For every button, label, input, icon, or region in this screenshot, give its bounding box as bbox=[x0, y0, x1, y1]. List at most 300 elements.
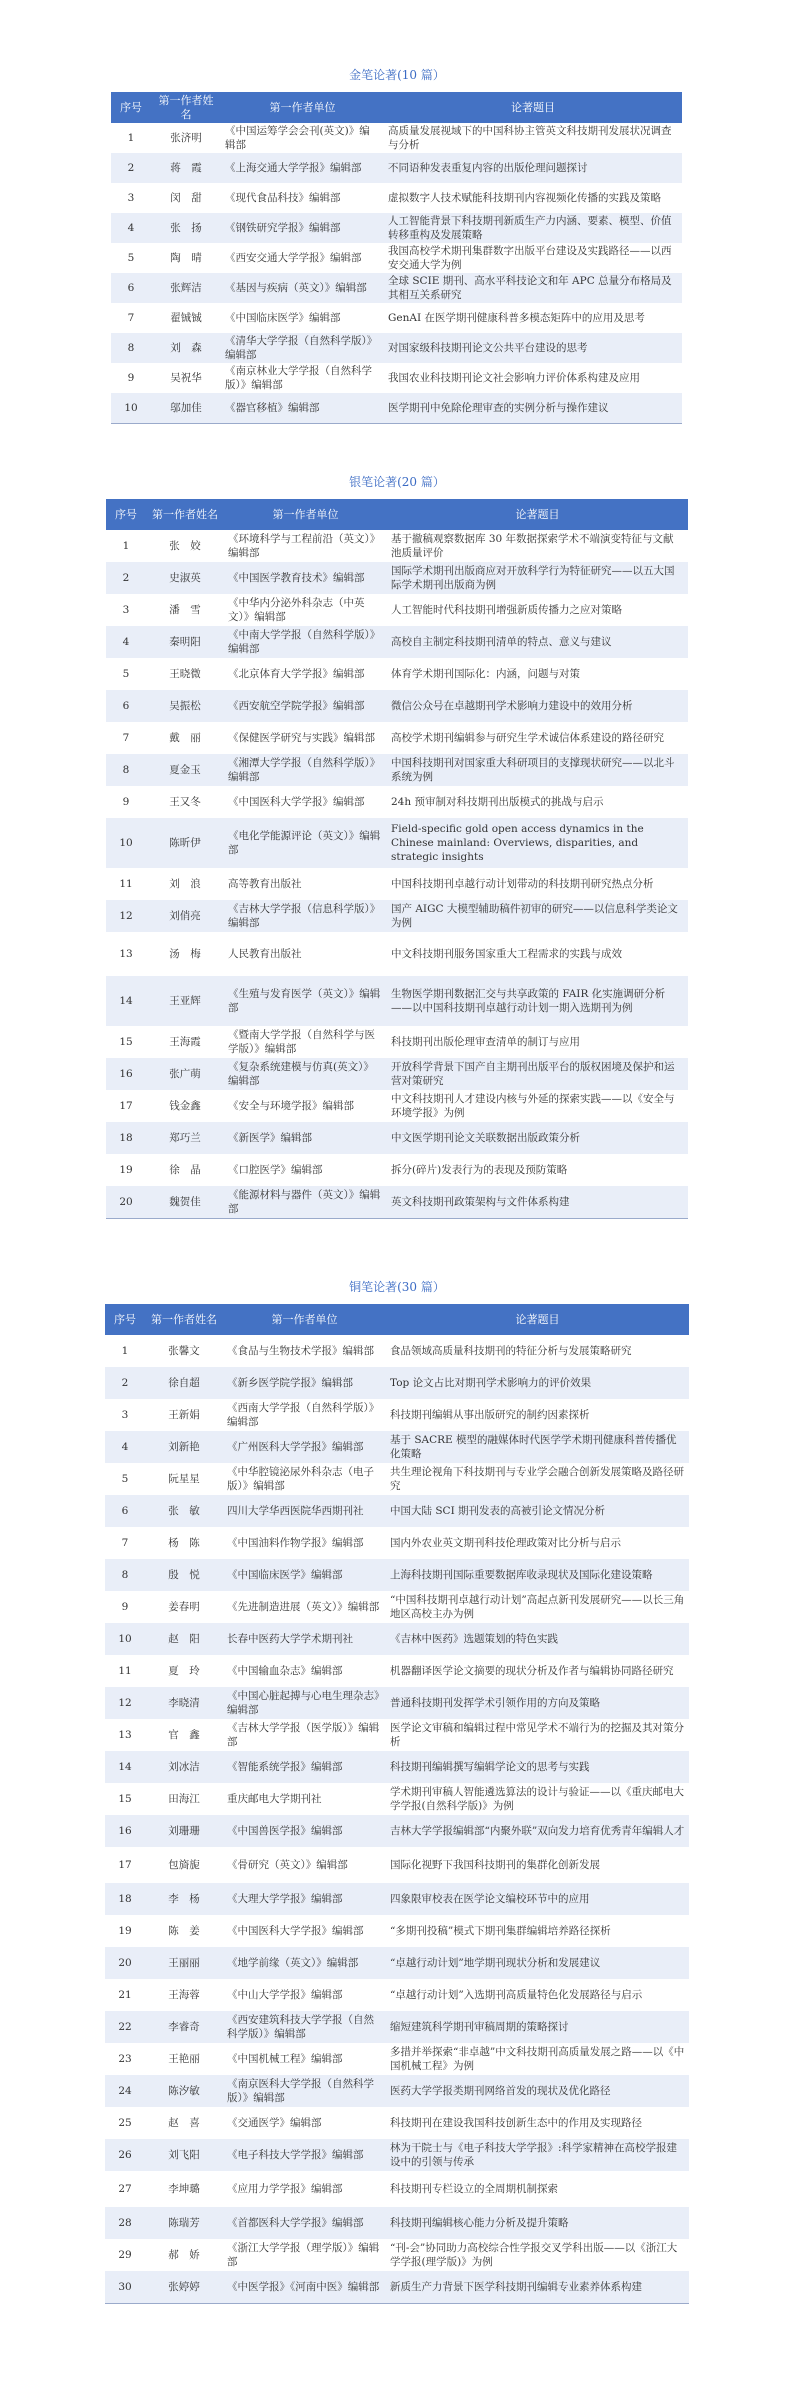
row-index: 5 bbox=[111, 243, 151, 273]
paper-title: 对国家级科技期刊论文公共平台建设的思考 bbox=[384, 333, 682, 363]
table-row bbox=[105, 2075, 689, 2107]
paper-title: 开放科学背景下国产自主期刊出版平台的版权困境及保护和运营对策研究 bbox=[387, 1058, 688, 1090]
paper-title: 多措并举探索“非卓越”中文科技期刊高质量发展之路——以《中国机械工程》为例 bbox=[386, 2043, 689, 2075]
author-name: 蒋 霞 bbox=[151, 153, 221, 183]
section-gold bbox=[0, 66, 794, 424]
author-name: 史淑英 bbox=[146, 562, 224, 594]
author-unit: 《浙江大学学报（理学版）》编辑部 bbox=[223, 2239, 386, 2271]
paper-title: 基于 SACRE 模型的融媒体时代医学学术期刊健康科普传播优化策略 bbox=[386, 1431, 689, 1463]
author-name: 王新娟 bbox=[145, 1399, 223, 1431]
author-unit: 《电子科技大学学报》编辑部 bbox=[223, 2139, 386, 2171]
author-name: 刘珊珊 bbox=[145, 1815, 223, 1847]
row-index: 8 bbox=[106, 754, 146, 786]
author-name: 徐自超 bbox=[145, 1367, 223, 1399]
author-unit: 《中国运筹学会会刊(英文)》编辑部 bbox=[221, 123, 384, 153]
author-name: 李睿奇 bbox=[145, 2011, 223, 2043]
row-index: 22 bbox=[105, 2011, 145, 2043]
table-row bbox=[105, 2239, 689, 2271]
paper-title: 24h 预审制对科技期刊出版模式的挑战与启示 bbox=[387, 786, 688, 818]
table-row bbox=[106, 722, 688, 754]
row-index: 16 bbox=[106, 1058, 146, 1090]
gold-papers-table bbox=[111, 92, 682, 424]
author-unit: 《器官移植》编辑部 bbox=[221, 393, 384, 423]
author-name: 王又冬 bbox=[146, 786, 224, 818]
paper-title: 医学论文审稿和编辑过程中常见学术不端行为的挖掘及其对策分析 bbox=[386, 1719, 689, 1751]
author-unit: 《南京林业大学学报（自然科学版）》编辑部 bbox=[221, 363, 384, 393]
author-name: 张 姣 bbox=[146, 530, 224, 562]
table-row bbox=[105, 1559, 689, 1591]
row-index: 11 bbox=[106, 868, 146, 900]
row-index: 2 bbox=[105, 1367, 145, 1399]
paper-title: 林为干院士与《电子科技大学学报》:科学家精神在高校学报建设中的引领与传承 bbox=[386, 2139, 689, 2171]
paper-title: “多期刊投稿”模式下期刊集群编辑培养路径探析 bbox=[386, 1915, 689, 1947]
author-name: 李 杨 bbox=[145, 1883, 223, 1915]
paper-title: 科技期刊在建设我国科技创新生态中的作用及实现路径 bbox=[386, 2107, 689, 2139]
row-index: 2 bbox=[106, 562, 146, 594]
author-name: 陈汐敏 bbox=[145, 2075, 223, 2107]
paper-title: 中文科技期刊人才建设内核与外延的探索实践——以《安全与环境学报》为例 bbox=[387, 1090, 688, 1122]
row-index: 9 bbox=[106, 786, 146, 818]
section-title: 金笔论著(10 篇） bbox=[349, 68, 445, 82]
row-index: 7 bbox=[111, 303, 151, 333]
paper-title: 医药大学学报类期刊网络首发的现状及优化路径 bbox=[386, 2075, 689, 2107]
author-unit: 《北京体育大学学报》编辑部 bbox=[224, 658, 387, 690]
author-unit: 《首都医科大学学报》编辑部 bbox=[223, 2207, 386, 2239]
paper-title: 高校学术期刊编辑参与研究生学术诚信体系建设的路径研究 bbox=[387, 722, 688, 754]
row-index: 15 bbox=[105, 1783, 145, 1815]
table-row bbox=[106, 754, 688, 786]
table-row bbox=[106, 1122, 688, 1154]
table-header-row bbox=[105, 1304, 689, 1335]
author-unit: 《清华大学学报（自然科学版）》编辑部 bbox=[221, 333, 384, 363]
author-name: 刘飞阳 bbox=[145, 2139, 223, 2171]
table-row bbox=[106, 1186, 688, 1218]
author-name: 赵 阳 bbox=[145, 1623, 223, 1655]
table-row bbox=[106, 626, 688, 658]
row-index: 23 bbox=[105, 2043, 145, 2075]
row-index: 12 bbox=[105, 1687, 145, 1719]
table-row bbox=[111, 243, 682, 273]
paper-title: GenAI 在医学期刊健康科普多模态矩阵中的应用及思考 bbox=[384, 303, 682, 333]
row-index: 3 bbox=[105, 1399, 145, 1431]
paper-title: 食品领域高质量科技期刊的特征分析与发展策略研究 bbox=[386, 1335, 689, 1367]
paper-title: 中国科技期刊对国家重大科研项目的支撑现状研究——以北斗系统为例 bbox=[387, 754, 688, 786]
table-row bbox=[105, 2139, 689, 2171]
author-unit: 长春中医药大学学术期刊社 bbox=[223, 1623, 386, 1655]
author-name: 王丽丽 bbox=[145, 1947, 223, 1979]
paper-title: 国内外农业英文期刊科技伦理政策对比分析与启示 bbox=[386, 1527, 689, 1559]
row-index: 7 bbox=[106, 722, 146, 754]
author-name: 李晓清 bbox=[145, 1687, 223, 1719]
row-index: 20 bbox=[106, 1186, 146, 1218]
row-index: 24 bbox=[105, 2075, 145, 2107]
row-index: 19 bbox=[105, 1915, 145, 1947]
author-unit: 《广州医科大学学报》编辑部 bbox=[223, 1431, 386, 1463]
table-row bbox=[106, 932, 688, 976]
table-row bbox=[105, 2011, 689, 2043]
table-row bbox=[106, 658, 688, 690]
author-name: 汤 梅 bbox=[146, 932, 224, 976]
table-row bbox=[106, 900, 688, 932]
table-row bbox=[105, 2271, 689, 2303]
row-index: 12 bbox=[106, 900, 146, 932]
author-unit: 《中国机械工程》编辑部 bbox=[223, 2043, 386, 2075]
paper-title: 机器翻译医学论文摘要的现状分析及作者与编辑协同路径研究 bbox=[386, 1655, 689, 1687]
author-name: 陈昕伊 bbox=[146, 818, 224, 868]
author-name: 翟铖铖 bbox=[151, 303, 221, 333]
table-row bbox=[105, 1527, 689, 1559]
column-header-unit: 第一作者单位 bbox=[224, 499, 387, 530]
table-row bbox=[106, 786, 688, 818]
column-header-author: 第一作者姓名 bbox=[151, 92, 221, 123]
row-index: 6 bbox=[111, 273, 151, 303]
paper-title: 拆分(碎片)发表行为的表现及预防策略 bbox=[387, 1154, 688, 1186]
author-name: 张济明 bbox=[151, 123, 221, 153]
table-row bbox=[106, 594, 688, 626]
paper-title: 科技期刊出版伦理审查清单的制订与应用 bbox=[387, 1026, 688, 1058]
bronze-papers-table bbox=[105, 1304, 689, 2304]
section-silver bbox=[0, 473, 794, 1219]
row-index: 8 bbox=[111, 333, 151, 363]
author-unit: 《新医学》编辑部 bbox=[224, 1122, 387, 1154]
author-unit: 《交通医学》编辑部 bbox=[223, 2107, 386, 2139]
paper-title: 科技期刊专栏设立的全周期机制探索 bbox=[386, 2171, 689, 2207]
author-unit: 《能源材料与器件（英文）》编辑部 bbox=[224, 1186, 387, 1218]
section-title: 铜笔论著(30 篇） bbox=[349, 1280, 445, 1294]
author-name: 刘冰洁 bbox=[145, 1751, 223, 1783]
author-unit: 《中华内分泌外科杂志（中英文）》编辑部 bbox=[224, 594, 387, 626]
author-name: 王亚辉 bbox=[146, 976, 224, 1026]
paper-title: 生物医学期刊数据汇交与共享政策的 FAIR 化实施调研分析——以中国科技期刊卓越行动计划一期入选期刊为例 bbox=[387, 976, 688, 1026]
table-row bbox=[105, 2207, 689, 2239]
paper-title: 微信公众号在卓越期刊学术影响力建设中的效用分析 bbox=[387, 690, 688, 722]
column-header-title: 论著题目 bbox=[384, 92, 682, 123]
row-index: 3 bbox=[111, 183, 151, 213]
author-name: 刘俏亮 bbox=[146, 900, 224, 932]
author-unit: 《保健医学研究与实践》编辑部 bbox=[224, 722, 387, 754]
table-row bbox=[111, 153, 682, 183]
author-unit: 《中国临床医学》编辑部 bbox=[221, 303, 384, 333]
column-header-unit: 第一作者单位 bbox=[221, 92, 384, 123]
row-index: 6 bbox=[105, 1495, 145, 1527]
paper-title: 人工智能背景下科技期刊新质生产力内涵、要素、模型、价值转移重构及发展策略 bbox=[384, 213, 682, 243]
paper-title: “刊-会”协同助力高校综合性学报交叉学科出版——以《浙江大学学报(理学版)》为例 bbox=[386, 2239, 689, 2271]
table-row bbox=[105, 1915, 689, 1947]
section-title: 银笔论著(20 篇） bbox=[349, 475, 445, 489]
row-index: 5 bbox=[105, 1463, 145, 1495]
table-row bbox=[111, 333, 682, 363]
author-unit: 《吉林大学学报（信息科学版）》编辑部 bbox=[224, 900, 387, 932]
author-name: 张 敏 bbox=[145, 1495, 223, 1527]
author-unit: 《复杂系统建模与仿真(英文）》编辑部 bbox=[224, 1058, 387, 1090]
author-name: 吴祝华 bbox=[151, 363, 221, 393]
author-unit: 《中南大学学报（自然科学版）》编辑部 bbox=[224, 626, 387, 658]
author-unit: 《现代食品科技》编辑部 bbox=[221, 183, 384, 213]
paper-title: 我国农业科技期刊论文社会影响力评价体系构建及应用 bbox=[384, 363, 682, 393]
table-row bbox=[106, 868, 688, 900]
author-unit: 《中国医学教育技术》编辑部 bbox=[224, 562, 387, 594]
author-name: 刘新艳 bbox=[145, 1431, 223, 1463]
author-unit: 《西安航空学院学报》编辑部 bbox=[224, 690, 387, 722]
row-index: 15 bbox=[106, 1026, 146, 1058]
row-index: 14 bbox=[106, 976, 146, 1026]
table-row bbox=[105, 1883, 689, 1915]
author-name: 秦明阳 bbox=[146, 626, 224, 658]
row-index: 4 bbox=[105, 1431, 145, 1463]
row-index: 4 bbox=[111, 213, 151, 243]
author-name: 田海江 bbox=[145, 1783, 223, 1815]
table-row bbox=[105, 1591, 689, 1623]
author-unit: 重庆邮电大学期刊社 bbox=[223, 1783, 386, 1815]
column-header-index: 序号 bbox=[106, 499, 146, 530]
author-unit: 《吉林大学学报（医学版）》编辑部 bbox=[223, 1719, 386, 1751]
author-name: 张馨文 bbox=[145, 1335, 223, 1367]
row-index: 10 bbox=[105, 1623, 145, 1655]
author-unit: 《智能系统学报》编辑部 bbox=[223, 1751, 386, 1783]
table-row bbox=[105, 1431, 689, 1463]
author-unit: 《西安交通大学学报》编辑部 bbox=[221, 243, 384, 273]
author-name: 潘 雪 bbox=[146, 594, 224, 626]
row-index: 13 bbox=[105, 1719, 145, 1751]
author-unit: 《应用力学学报》编辑部 bbox=[223, 2171, 386, 2207]
row-index: 11 bbox=[105, 1655, 145, 1687]
row-index: 28 bbox=[105, 2207, 145, 2239]
paper-title: 《吉林中医药》选题策划的特色实践 bbox=[386, 1623, 689, 1655]
author-name: 魏贺佳 bbox=[146, 1186, 224, 1218]
author-unit: 《中国油料作物学报》编辑部 bbox=[223, 1527, 386, 1559]
row-index: 1 bbox=[111, 123, 151, 153]
table-row bbox=[111, 363, 682, 393]
row-index: 10 bbox=[111, 393, 151, 423]
author-unit: 《地学前缘（英文）》编辑部 bbox=[223, 1947, 386, 1979]
author-unit: 《南京医科大学学报（自然科学版）》编辑部 bbox=[223, 2075, 386, 2107]
author-unit: 《口腔医学》编辑部 bbox=[224, 1154, 387, 1186]
paper-title: 高质量发展视域下的中国科协主管英文科技期刊发展状况调查与分析 bbox=[384, 123, 682, 153]
author-name: 郑巧兰 bbox=[146, 1122, 224, 1154]
author-name: 夏金玉 bbox=[146, 754, 224, 786]
author-name: 戴 丽 bbox=[146, 722, 224, 754]
author-name: 张 扬 bbox=[151, 213, 221, 243]
row-index: 19 bbox=[106, 1154, 146, 1186]
paper-title: 吉林大学学报编辑部“内聚外联”双向发力培育优秀青年编辑人才 bbox=[386, 1815, 689, 1847]
row-index: 29 bbox=[105, 2239, 145, 2271]
row-index: 3 bbox=[106, 594, 146, 626]
author-name: 刘 浪 bbox=[146, 868, 224, 900]
table-row bbox=[105, 1751, 689, 1783]
author-name: 殷 悦 bbox=[145, 1559, 223, 1591]
row-index: 2 bbox=[111, 153, 151, 183]
column-header-author: 第一作者姓名 bbox=[146, 499, 224, 530]
author-name: 王晓微 bbox=[146, 658, 224, 690]
author-unit: 《暨南大学学报（自然科学与医学版）》编辑部 bbox=[224, 1026, 387, 1058]
row-index: 18 bbox=[106, 1122, 146, 1154]
author-unit: 《大理大学学报》编辑部 bbox=[223, 1883, 386, 1915]
author-unit: 《上海交通大学学报》编辑部 bbox=[221, 153, 384, 183]
section-bronze bbox=[0, 1278, 794, 2304]
row-index: 14 bbox=[105, 1751, 145, 1783]
table-row bbox=[111, 393, 682, 423]
table-row bbox=[111, 303, 682, 333]
table-row bbox=[105, 1399, 689, 1431]
row-index: 6 bbox=[106, 690, 146, 722]
column-header-author: 第一作者姓名 bbox=[145, 1304, 223, 1335]
author-unit: 《中医学报》《河南中医》编辑部 bbox=[223, 2271, 386, 2303]
row-index: 9 bbox=[105, 1591, 145, 1623]
author-unit: 《电化学能源评论（英文）》编辑部 bbox=[224, 818, 387, 868]
paper-title: Field-specific gold open access dynamics in the Chinese mainland: Overviews, disparities, and strategic insights bbox=[387, 818, 688, 868]
author-name: 张婷婷 bbox=[145, 2271, 223, 2303]
author-unit: 高等教育出版社 bbox=[224, 868, 387, 900]
row-index: 10 bbox=[106, 818, 146, 868]
table-row bbox=[105, 1623, 689, 1655]
author-name: 王艳丽 bbox=[145, 2043, 223, 2075]
row-index: 17 bbox=[106, 1090, 146, 1122]
author-unit: 四川大学华西医院华西期刊社 bbox=[223, 1495, 386, 1527]
author-unit: 《湘潭大学学报（自然科学版）》编辑部 bbox=[224, 754, 387, 786]
paper-title: 不同语种发表重复内容的出版伦理问题探讨 bbox=[384, 153, 682, 183]
author-unit: 《中国医科大学学报》编辑部 bbox=[223, 1915, 386, 1947]
row-index: 13 bbox=[106, 932, 146, 976]
paper-title: 中国大陆 SCI 期刊发表的高被引论文情况分析 bbox=[386, 1495, 689, 1527]
table-row bbox=[111, 123, 682, 153]
paper-title: 国产 AIGC 大模型辅助稿件初审的研究——以信息科学类论文为例 bbox=[387, 900, 688, 932]
author-name: 杨 陈 bbox=[145, 1527, 223, 1559]
author-name: 夏 玲 bbox=[145, 1655, 223, 1687]
author-unit: 《中华腔镜泌尿外科杂志（电子版）》编辑部 bbox=[223, 1463, 386, 1495]
paper-title: 新质生产力背景下医学科技期刊编辑专业素养体系构建 bbox=[386, 2271, 689, 2303]
row-index: 30 bbox=[105, 2271, 145, 2303]
table-row bbox=[106, 1026, 688, 1058]
row-index: 4 bbox=[106, 626, 146, 658]
author-unit: 《中国临床医学》编辑部 bbox=[223, 1559, 386, 1591]
row-index: 8 bbox=[105, 1559, 145, 1591]
author-unit: 《食品与生物技术学报》编辑部 bbox=[223, 1335, 386, 1367]
author-name: 陈 姜 bbox=[145, 1915, 223, 1947]
paper-title: 中文医学期刊论文关联数据出版政策分析 bbox=[387, 1122, 688, 1154]
silver-papers-table bbox=[106, 499, 688, 1219]
author-name: 徐 晶 bbox=[146, 1154, 224, 1186]
paper-title: 科技期刊编辑核心能力分析及提升策略 bbox=[386, 2207, 689, 2239]
paper-title: 英文科技期刊政策架构与文件体系构建 bbox=[387, 1186, 688, 1218]
paper-title: 中国科技期刊卓越行动计划带动的科技期刊研究热点分析 bbox=[387, 868, 688, 900]
author-name: 李坤璐 bbox=[145, 2171, 223, 2207]
author-name: 郝 娇 bbox=[145, 2239, 223, 2271]
table-header-row bbox=[106, 499, 688, 530]
author-name: 赵 喜 bbox=[145, 2107, 223, 2139]
table-row bbox=[106, 530, 688, 562]
table-row bbox=[111, 183, 682, 213]
row-index: 26 bbox=[105, 2139, 145, 2171]
table-row bbox=[106, 1154, 688, 1186]
author-name: 阮星星 bbox=[145, 1463, 223, 1495]
author-name: 包旖旎 bbox=[145, 1847, 223, 1883]
paper-title: 虚拟数字人技术赋能科技期刊内容视频化传播的实践及策略 bbox=[384, 183, 682, 213]
paper-title: 共生理论视角下科技期刊与专业学会融合创新发展策略及路径研究 bbox=[386, 1463, 689, 1495]
table-row bbox=[105, 1367, 689, 1399]
paper-title: 上海科技期刊国际重要数据库收录现状及国际化建设策略 bbox=[386, 1559, 689, 1591]
table-row bbox=[105, 2107, 689, 2139]
paper-title: “卓越行动计划”地学期刊现状分析和发展建议 bbox=[386, 1947, 689, 1979]
table-row bbox=[111, 273, 682, 303]
author-unit: 《骨研究（英文）》编辑部 bbox=[223, 1847, 386, 1883]
author-unit: 《中国心脏起搏与心电生理杂志》编辑部 bbox=[223, 1687, 386, 1719]
author-unit: 《中国兽医学报》编辑部 bbox=[223, 1815, 386, 1847]
author-unit: 人民教育出版社 bbox=[224, 932, 387, 976]
row-index: 16 bbox=[105, 1815, 145, 1847]
author-name: 王海蓉 bbox=[145, 1979, 223, 2011]
author-name: 闵 甜 bbox=[151, 183, 221, 213]
row-index: 7 bbox=[105, 1527, 145, 1559]
author-name: 陈瑞芳 bbox=[145, 2207, 223, 2239]
paper-title: 四象限审校表在医学论文编校环节中的应用 bbox=[386, 1883, 689, 1915]
row-index: 25 bbox=[105, 2107, 145, 2139]
author-unit: 《中山大学学报》编辑部 bbox=[223, 1979, 386, 2011]
table-row bbox=[105, 1815, 689, 1847]
author-unit: 《生殖与发育医学（英文）》编辑部 bbox=[224, 976, 387, 1026]
column-header-unit: 第一作者单位 bbox=[223, 1304, 386, 1335]
paper-title: “卓越行动计划”入选期刊高质量特色化发展路径与启示 bbox=[386, 1979, 689, 2011]
paper-title: 基于撤稿观察数据库 30 年数据探索学术不端演变特征与文献池质量评价 bbox=[387, 530, 688, 562]
row-index: 27 bbox=[105, 2171, 145, 2207]
row-index: 20 bbox=[105, 1947, 145, 1979]
author-unit: 《中国输血杂志》编辑部 bbox=[223, 1655, 386, 1687]
author-unit: 《西安建筑科技大学学报（自然科学版）》编辑部 bbox=[223, 2011, 386, 2043]
table-row bbox=[105, 1947, 689, 1979]
paper-title: 体育学术期刊国际化：内涵，问题与对策 bbox=[387, 658, 688, 690]
paper-title: 国际学术期刊出版商应对开放科学行为特征研究——以五大国际学术期刊出版商为例 bbox=[387, 562, 688, 594]
table-row bbox=[105, 1655, 689, 1687]
table-row bbox=[106, 690, 688, 722]
table-header-row bbox=[111, 92, 682, 123]
table-row bbox=[106, 818, 688, 868]
paper-title: 国际化视野下我国科技期刊的集群化创新发展 bbox=[386, 1847, 689, 1883]
author-name: 姜春明 bbox=[145, 1591, 223, 1623]
paper-title: 人工智能时代科技期刊增强新质传播力之应对策略 bbox=[387, 594, 688, 626]
author-name: 钱金鑫 bbox=[146, 1090, 224, 1122]
paper-title: 普通科技期刊发挥学术引领作用的方向及策略 bbox=[386, 1687, 689, 1719]
paper-title: 科技期刊编辑从事出版研究的制约因素探析 bbox=[386, 1399, 689, 1431]
author-unit: 《中国医科大学学报》编辑部 bbox=[224, 786, 387, 818]
table-row bbox=[111, 213, 682, 243]
author-unit: 《安全与环境学报》编辑部 bbox=[224, 1090, 387, 1122]
author-name: 张辉洁 bbox=[151, 273, 221, 303]
author-unit: 《钢铁研究学报》编辑部 bbox=[221, 213, 384, 243]
table-row bbox=[105, 1495, 689, 1527]
paper-title: 科技期刊编辑撰写编辑学论文的思考与实践 bbox=[386, 1751, 689, 1783]
table-row bbox=[105, 1719, 689, 1751]
column-header-title: 论著题目 bbox=[386, 1304, 689, 1335]
table-row bbox=[105, 1783, 689, 1815]
row-index: 21 bbox=[105, 1979, 145, 2011]
author-name: 陶 晴 bbox=[151, 243, 221, 273]
table-row bbox=[106, 1058, 688, 1090]
column-header-index: 序号 bbox=[111, 92, 151, 123]
author-name: 邬加佳 bbox=[151, 393, 221, 423]
paper-title: 高校自主制定科技期刊清单的特点、意义与建议 bbox=[387, 626, 688, 658]
author-name: 王海霞 bbox=[146, 1026, 224, 1058]
author-unit: 《环境科学与工程前沿（英文）》编辑部 bbox=[224, 530, 387, 562]
table-row bbox=[105, 1687, 689, 1719]
column-header-title: 论著题目 bbox=[387, 499, 688, 530]
table-row bbox=[105, 2171, 689, 2207]
column-header-index: 序号 bbox=[105, 1304, 145, 1335]
table-row bbox=[106, 976, 688, 1026]
paper-title: 中文科技期刊服务国家重大工程需求的实践与成效 bbox=[387, 932, 688, 976]
table-row bbox=[105, 1463, 689, 1495]
author-unit: 《基因与疾病（英文）》编辑部 bbox=[221, 273, 384, 303]
row-index: 1 bbox=[105, 1335, 145, 1367]
author-unit: 《西南大学学报（自然科学版）》编辑部 bbox=[223, 1399, 386, 1431]
